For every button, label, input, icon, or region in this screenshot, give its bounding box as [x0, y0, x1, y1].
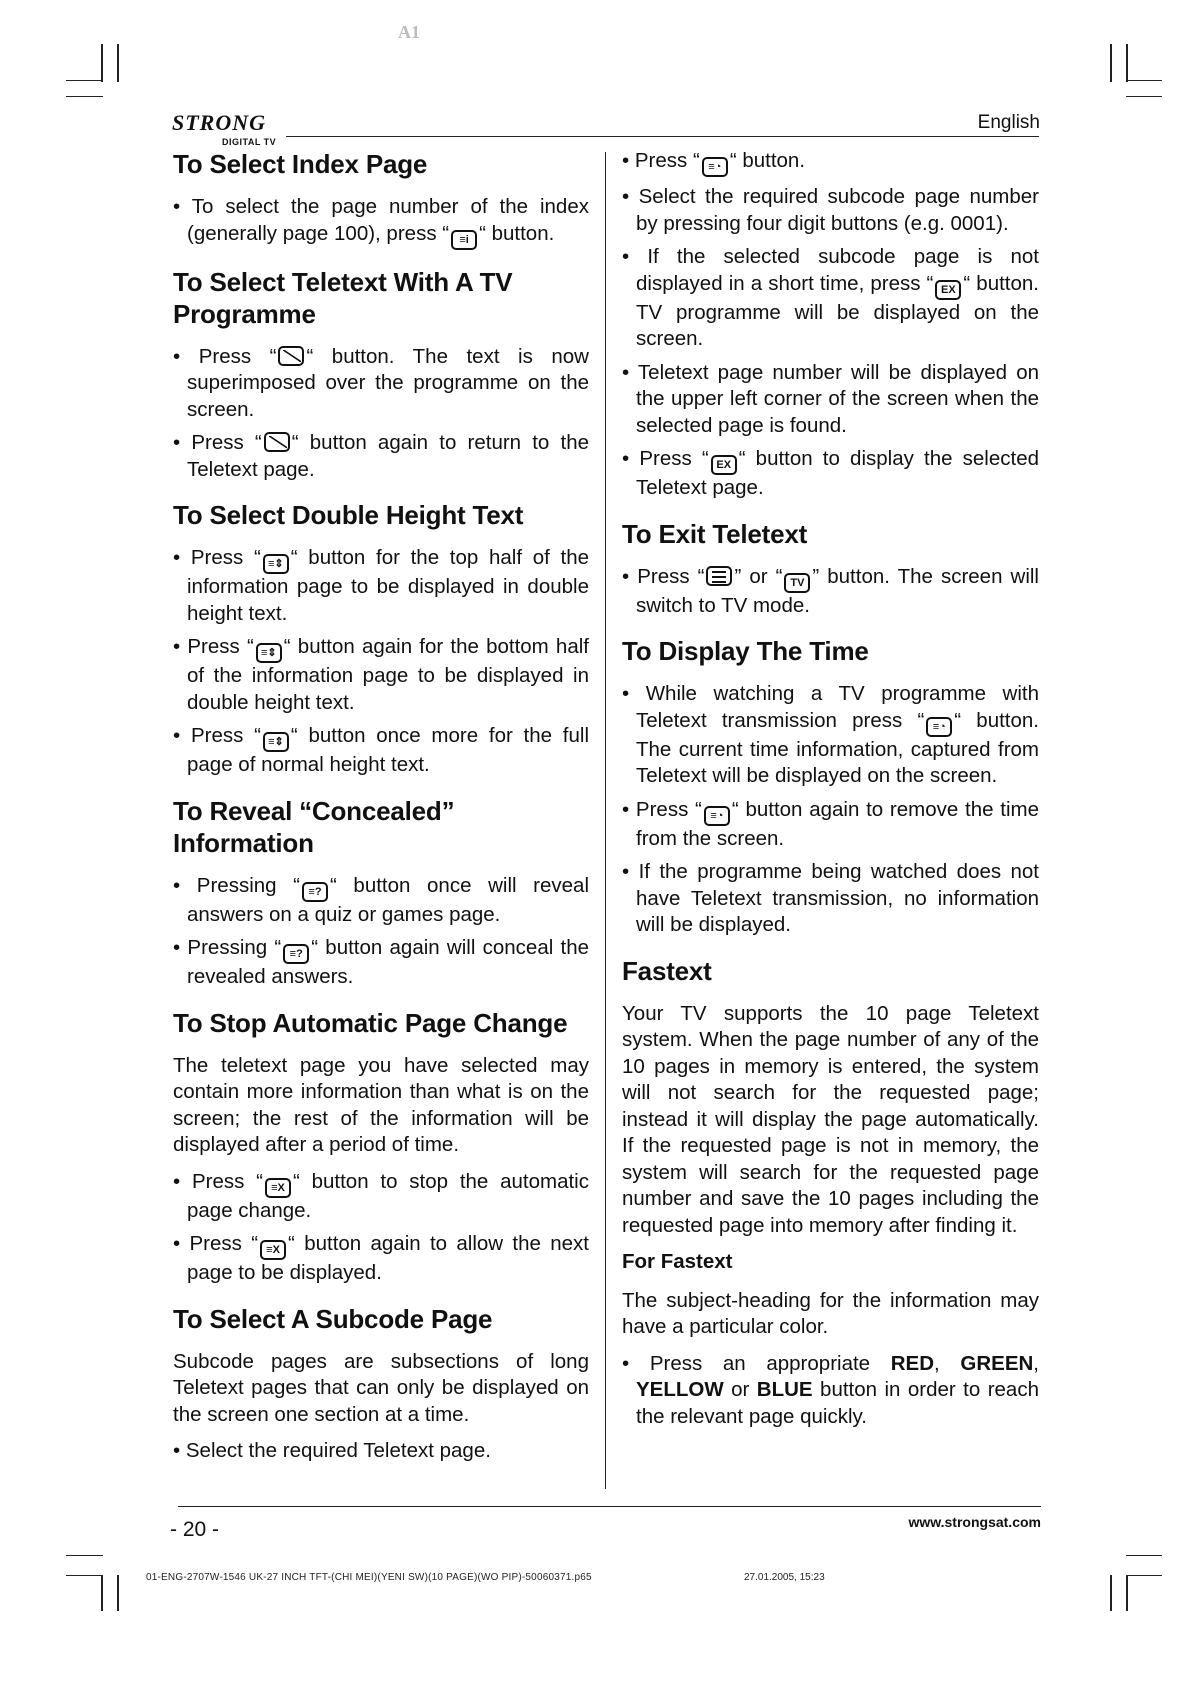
time-icon: ≡◔	[702, 157, 728, 177]
print-date: 27.01.2005, 15:23	[744, 1572, 825, 1583]
brand-subtitle: DIGITAL TV	[222, 137, 277, 147]
section-fastext	[622, 955, 1039, 1431]
section-title: To Exit Teletext	[622, 518, 808, 549]
bullet: • Press “ ≡⇕ “ button once more for the full page of normal height text.	[173, 723, 589, 779]
bullet: • Press “ ” or “ TV ” button. The screen will switch to TV mode.	[622, 564, 1039, 620]
bullet: • Press “ EX “ button to display the selected Teletext page.	[622, 446, 1039, 502]
bullet: • Press “ “ button again to return to the Teletext page.	[173, 430, 589, 483]
crop-mark	[1126, 1575, 1128, 1611]
section-teletext-tv	[173, 266, 589, 484]
page-number: - 20 -	[170, 1518, 220, 1541]
crop-mark	[1126, 80, 1162, 81]
bullet: • Select the required subcode page number by pressing four digit buttons (e.g. 0001).	[622, 184, 1039, 237]
crop-mark	[1126, 1575, 1162, 1576]
section-reveal	[173, 795, 589, 991]
section-subcode-cont	[622, 148, 1039, 502]
bullet: • While watching a TV programme with Teletext transmission press “ ≡◔ “ button. The current time information, captured from Teletext will be displayed on the screen.	[622, 681, 1039, 790]
bullet: • To select the page number of the index (generally page 100), press “ ≡i “ button.	[173, 194, 589, 250]
reveal-icon: ≡?	[302, 882, 328, 902]
bullet: • Press “ ≡◔ “ button.	[622, 148, 1039, 177]
section-double-height	[173, 499, 589, 779]
footer-divider	[178, 1506, 1041, 1507]
index-icon: ≡i	[451, 230, 477, 250]
tv-icon: TV	[784, 573, 810, 593]
section-display-time	[622, 635, 1039, 939]
bullet: • If the programme being watched does not have Teletext transmission, no information will be displayed.	[622, 859, 1039, 939]
teletext-icon	[706, 566, 732, 586]
section-title: To Stop Automatic Page Change	[173, 1007, 568, 1038]
column-divider	[605, 152, 606, 1489]
subsection-title: For Fastext	[622, 1250, 733, 1273]
language-label: English	[977, 112, 1040, 133]
time-icon: ≡◔	[704, 806, 730, 826]
bullet: • Select the required Teletext page.	[173, 1438, 589, 1465]
left-column	[173, 148, 589, 1481]
crop-mark	[101, 44, 103, 82]
bullet: • Pressing “ ≡? “ button again will conceal the revealed answers.	[173, 935, 589, 991]
bullet: • Press “ ≡X “ button to stop the automatic page change.	[173, 1169, 589, 1225]
crop-mark	[1110, 1575, 1112, 1611]
section-title: Fastext	[622, 955, 712, 986]
cancel-icon: EX	[711, 455, 737, 475]
brand-logo	[172, 112, 282, 152]
print-stamp: A1	[398, 22, 420, 42]
crop-mark	[101, 1575, 103, 1611]
section-title: To Display The Time	[622, 636, 869, 666]
bullet: • If the selected subcode page is not displayed in a short time, press “ EX “ button. TV programme will be displayed on the screen.	[622, 244, 1039, 353]
section-title: To Reveal “Concealed” Information	[173, 795, 455, 858]
size-icon: ≡⇕	[263, 732, 289, 752]
bullet: • Press “ ≡⇕ “ button again for the bottom half of the information page to be displayed in double height text.	[173, 634, 589, 716]
mix-icon	[278, 346, 304, 366]
crop-mark	[1126, 1555, 1162, 1556]
size-icon: ≡⇕	[256, 643, 282, 663]
crop-mark	[1110, 44, 1112, 82]
bullet: • Teletext page number will be displayed on the upper left corner of the screen when the selected page is found.	[622, 360, 1039, 440]
crop-mark	[66, 1555, 103, 1556]
size-icon: ≡⇕	[263, 554, 289, 574]
paragraph: The teletext page you have selected may contain more information than what is on the screen; the rest of the information will be displayed after a period of time.	[173, 1053, 589, 1156]
section-exit-teletext	[622, 518, 1039, 620]
print-filename: 01-ENG-2707W-1546 UK-27 INCH TFT-(CHI MEI)(YENI SW)(10 PAGE)(WO PIP)-50060371.p65	[146, 1572, 592, 1583]
hold-icon: ≡X	[265, 1178, 291, 1198]
bullet: • Press an appropriate RED, GREEN, YELLOW or BLUE button in order to reach the relevant page quickly.	[622, 1351, 1039, 1431]
crop-mark	[1126, 44, 1128, 82]
header-divider	[286, 136, 1039, 137]
section-title: To Select Index Page	[173, 149, 428, 179]
bullet: • Press “ ≡X “ button again to allow the next page to be displayed.	[173, 1231, 589, 1287]
crop-mark	[117, 1575, 119, 1611]
crop-mark	[1126, 96, 1162, 97]
crop-mark	[117, 44, 119, 82]
brand-name: STRONG	[172, 110, 267, 135]
right-column	[622, 148, 1039, 1446]
crop-mark	[66, 1575, 103, 1576]
hold-icon: ≡X	[260, 1240, 286, 1260]
section-subcode	[173, 1303, 589, 1465]
section-index-page	[173, 148, 589, 250]
section-stop-page-change	[173, 1007, 589, 1287]
bullet: • Press “ “ button. The text is now superimposed over the programme on the screen.	[173, 344, 589, 424]
section-title: To Select Teletext With A TV Programme	[173, 266, 513, 329]
paragraph: The subject-heading for the information may have a particular color.	[622, 1288, 1039, 1338]
website-link: www.strongsat.com	[908, 1514, 1041, 1530]
mix-icon	[264, 432, 290, 452]
section-title: To Select A Subcode Page	[173, 1303, 493, 1334]
time-icon: ≡◔	[926, 717, 952, 737]
bullet: • Press “ ≡⇕ “ button for the top half of the information page to be displayed in double height text.	[173, 545, 589, 627]
cancel-icon: EX	[935, 280, 961, 300]
crop-mark	[66, 80, 103, 81]
reveal-icon: ≡?	[283, 944, 309, 964]
paragraph: Subcode pages are subsections of long Teletext pages that can only be displayed on the screen one section at a time.	[173, 1349, 589, 1426]
section-title: To Select Double Height Text	[173, 500, 524, 530]
crop-mark	[66, 96, 103, 97]
bullet: • Pressing “ ≡? “ button once will reveal answers on a quiz or games page.	[173, 873, 589, 929]
bullet: • Press “ ≡◔ “ button again to remove the time from the screen.	[622, 797, 1039, 853]
paragraph: Your TV supports the 10 page Teletext system. When the page number of any of the 10 pages in memory is entered, the system will not search for the requested page; instead it will display the page automatically. If the requested page is not in memory, the system will search for the requested page number and save the 10 pages including the requested page into memory after finding it.	[622, 1001, 1039, 1237]
